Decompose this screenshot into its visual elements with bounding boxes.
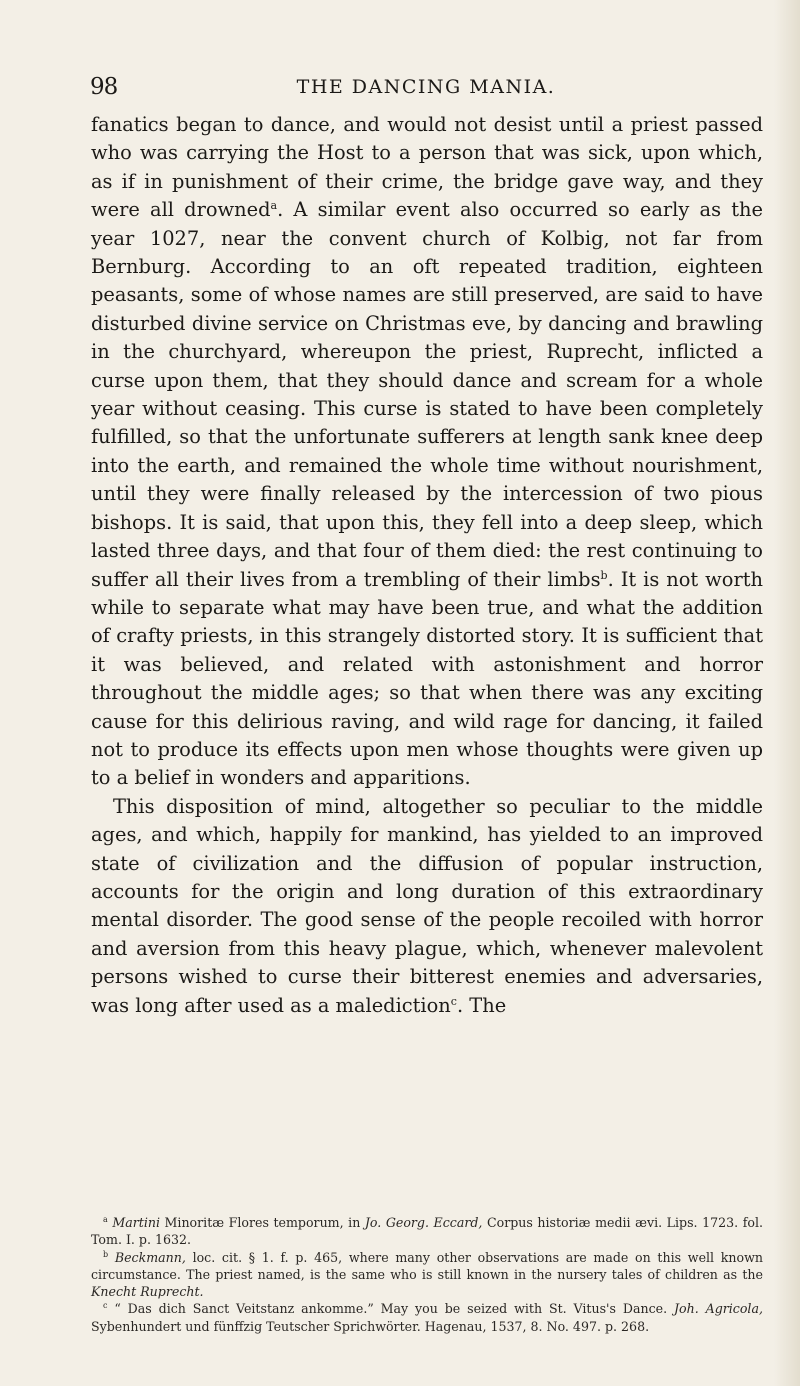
page-edge-shadow: [774, 0, 800, 1386]
paragraph-1-text-a: fanatics began to dance, and would not desist until a priest passed who was carrying the Host to a person that was sick, upon which, as if in punishment of their crime, the bridge gave way, and they were all drowned: [91, 113, 763, 222]
footnotes: [91, 1214, 763, 1335]
body-text: [91, 111, 763, 1020]
paragraph-2-text-b: . The: [456, 993, 507, 1017]
paragraph-1-text-c: . It is not worth while to separate what may have been true, and what the addition of crafty priests, in this strangely distorted story. It is sufficient that it was believed, and related with astonishment and horror throughout the middle ages; so that when there was any exciting cause for this delirious raving, and wild rage for dancing, it failed not to produce its effects upon men whose thoughts were given up to a belief in wonders and apparitions.: [91, 567, 763, 790]
footnote-text: Corpus historiæ medii ævi. Lips. 1723. fol. Tom. I. p. 1632.: [91, 1215, 763, 1248]
page-number: 98: [90, 74, 118, 100]
footnote-editor: Jo. Georg. Eccard,: [364, 1215, 483, 1230]
footnote-ref-c: c: [450, 994, 457, 1008]
footnote-author: Martini: [112, 1215, 160, 1230]
footnote-author: Beckmann,: [114, 1249, 186, 1265]
footnote-ref-b: b: [600, 568, 608, 582]
footnote-name: Knecht Ruprecht.: [91, 1284, 204, 1300]
paragraph-1: [91, 111, 763, 793]
page-header: [90, 74, 762, 102]
footnote-text: “ Das dich Sanct Veitstanz ankomme.” May you be seized with St. Vitus's Dance.: [107, 1301, 674, 1317]
footnote-b: [91, 1249, 763, 1301]
paragraph-2: [91, 793, 763, 1020]
paragraph-2-text-a: This disposition of mind, altogether so peculiar to the middle ages, and which, happily for mankind, has yielded to an improved state of civilization and the diffusion of popular instruction, accounts for the origin and long duration of this extraordinary mental disorder. The good sense of the people recoiled with horror and aversion from this heavy plague, which, whenever malevolent persons wished to curse their bitterest enemies and adversaries, was long after used as a malediction: [91, 794, 763, 1017]
footnote-ref-a: a: [270, 199, 278, 213]
running-title: THE DANCING MANIA.: [296, 76, 556, 98]
footnote-a: [91, 1214, 763, 1249]
footnote-text: Sybenhundert und fünffzig Teutscher Sprichwörter. Hagenau, 1537, 8. No. 497. p. 268.: [91, 1318, 650, 1334]
footnote-author: Joh. Agricola,: [673, 1301, 763, 1317]
footnote-text: Minoritæ Flores temporum, in: [159, 1215, 365, 1230]
paragraph-1-text-b: . A similar event also occurred so early as the year 1027, near the convent church of Kolbig, not far from Bernburg. According to an oft repeated tradition, eighteen peasants, some of whose names are still preserved, are said to have disturbed divine service on Christmas eve, by dancing and brawling in the churchyard, whereupon the priest, Ruprecht, inflicted a curse upon them, that they should dance and scream for a whole year without ceasing. This curse is stated to have been completely fulfilled, so that the unfortunate sufferers at length sank knee deep into the earth, and remained the whole time without nourishment, until they were finally released by the intercession of two pious bishops. It is said, that upon this, they fell into a deep sleep, which lasted three days, and that four of them died: the rest continuing to suffer all their lives from a trembling of their limbs: [91, 198, 763, 591]
footnote-marker: b: [103, 1249, 109, 1259]
footnote-marker: c: [103, 1301, 108, 1311]
footnote-marker: a: [103, 1215, 108, 1224]
footnote-c: [91, 1300, 763, 1335]
footnote-text: loc. cit. § 1. f. p. 465, where many other observations are made on this well known circumstance. The priest named, is the same who is still known in the nursery tales of children as the: [91, 1249, 763, 1282]
